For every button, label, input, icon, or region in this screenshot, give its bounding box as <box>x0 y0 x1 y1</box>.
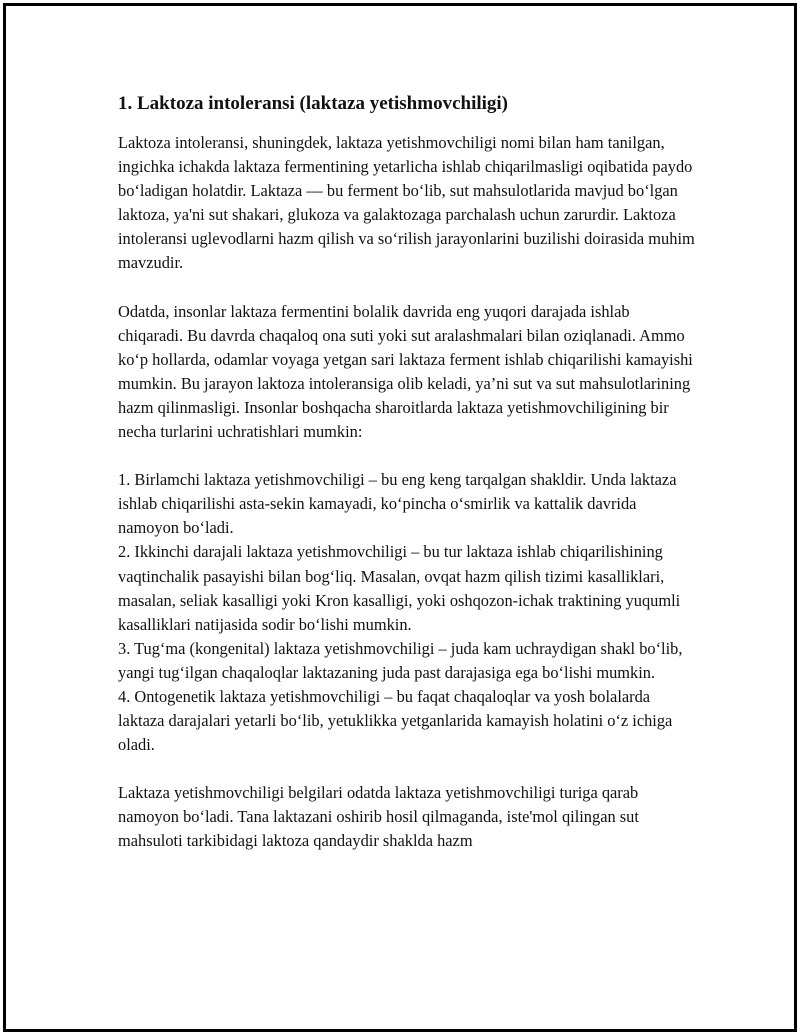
list-item-primary: 1. Birlamchi laktaza yetishmovchiligi – bu eng keng tarqalgan shakldir. Unda laktaza ishlab chiqarilishi asta-sekin kamayadi, ko‘pincha o‘smirlik va kattalik davrida namoyon bo‘ladi. <box>118 470 677 538</box>
paragraph-spacer <box>118 276 698 300</box>
document-body <box>118 92 698 854</box>
list-item-ontogenetic: 4. Ontogenetik laktaza yetishmovchiligi – bu faqat chaqaloqlar va yosh bolalarda laktaza darajalari yetarli bo‘lib, yetuklikka yetganlarida kamayish holatini o‘z ichiga oladi. <box>118 686 673 755</box>
section-heading: 1. Laktoza intoleransi (laktaza yetishmovchiligi) <box>118 93 509 114</box>
list-item-congenital: 3. Tug‘ma (kongenital) laktaza yetishmovchiligi – juda kam uchraydigan shakl bo‘lib, yangi tug‘ilgan chaqaloqlar laktazaning juda past darajasiga ega bo‘lishi mumkin. <box>118 638 683 682</box>
paragraph-spacer <box>118 444 698 468</box>
list-item-secondary: 2. Ikkinchi darajali laktaza yetishmovchiligi – bu tur laktaza ishlab chiqarilishining vaqtinchalik pasayishi bilan bog‘liq. Masalan, ovqat hazm qilish tizimi kasalliklari, masalan, seliak kasalligi yoki Kron kasalligi, yoki oshqozon-ichak traktining yuqumli kasalliklari natijasida sodir bo‘lishi mumkin. <box>118 542 681 634</box>
paragraph-symptoms: Laktaza yetishmovchiligi belgilari odatda laktaza yetishmovchiligi turiga qarab namoyon bo‘ladi. Tana laktazani oshirib hosil qilmaganda, iste'mol qilingan sut mahsuloti tarkibidagi laktoza qandaydir shaklda hazm <box>118 783 639 851</box>
paragraph-intro: Laktoza intoleransi, shuningdek, laktaza yetishmovchiligi nomi bilan ham tanilgan, ingichka ichakda laktaza fermentining yetarlicha ishlab chiqarilmasligi oqibatida paydo bo‘ladigan holatdir. Laktaza — bu ferment bo‘lib, sut mahsulotlarida mavjud bo‘lgan laktoza, ya'ni sut shakari, glukoza va galaktozaga parchalash uchun zarurdir. Laktoza intoleransi uglevodlarni hazm qilish va so‘rilish jarayonlarini buzilishi doirasida muhim mavzudir. <box>118 133 695 273</box>
paragraph-childhood: Odatda, insonlar laktaza fermentini bolalik davrida eng yuqori darajada ishlab chiqaradi. Bu davrda chaqaloq ona suti yoki sut aralashmalari bilan oziqlanadi. Ammo ko‘p hollarda, odamlar voyaga yetgan sari laktaza ferment ishlab chiqarilishi kamayishi mumkin. Bu jarayon laktoza intoleransiga olib keladi, ya’ni sut va sut mahsulotlarining hazm qilinmasligi. Insonlar boshqacha sharoitlarda laktaza yetishmovchiligining bir necha turlarini uchratishlari mumkin: <box>118 301 693 442</box>
paragraph-spacer <box>118 757 698 781</box>
